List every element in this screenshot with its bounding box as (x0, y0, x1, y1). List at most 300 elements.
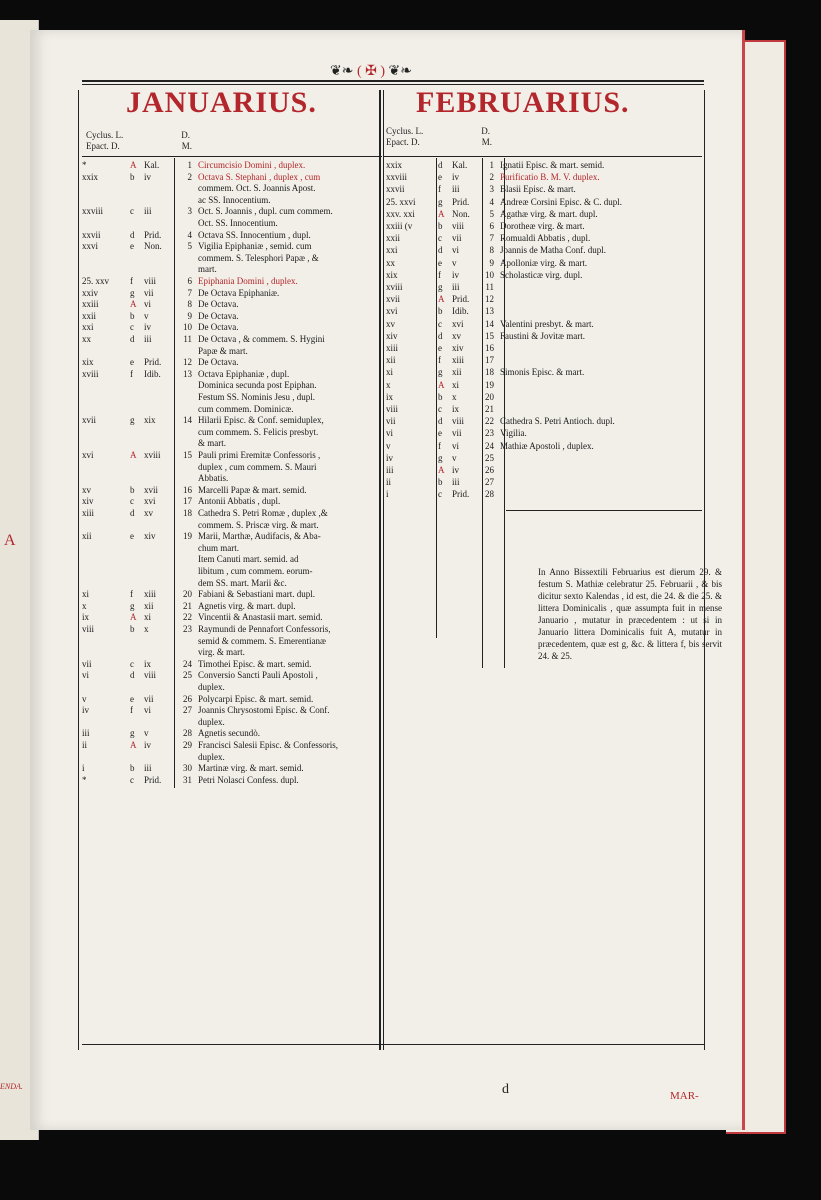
feb-kalend: iv (452, 172, 460, 183)
jan-cyclus: xviii (82, 368, 99, 379)
jan-cyclus: xxix (82, 171, 99, 182)
feb-day-number: 27 (485, 477, 494, 488)
feb-cyclus: xxii (386, 233, 401, 244)
feb-cyclus: xvi (386, 306, 398, 317)
jan-day-number: 3 (187, 206, 192, 217)
jan-kalend: x (144, 624, 149, 634)
jan-kalend: xiii (144, 589, 157, 600)
top-rule (82, 80, 704, 82)
jan-feast: Fabiani & Sebastiani mart. dupl. (198, 589, 315, 600)
jan-feast: Festum SS. Nominis Jesu , dupl. (198, 392, 316, 402)
jan-dominical-letter: A (130, 612, 137, 623)
feb-day-number: 7 (489, 233, 494, 244)
feb-feast: Valentini presbyt. & mart. (500, 318, 594, 329)
jan-feast: commem. Oct. S. Joannis Apost. (198, 183, 316, 194)
jan-header-rule (82, 156, 382, 157)
jan-cyclus: xxviii (82, 206, 104, 217)
feb-dominical-letter: c (438, 233, 442, 244)
jan-cyclus: xx (82, 334, 91, 344)
feb-cyclus: xix (386, 269, 398, 280)
jan-day-number: 11 (183, 334, 192, 344)
jan-day-number: 30 (183, 763, 192, 774)
feb-kalend: iii (452, 477, 460, 488)
feb-dominical-letter: e (438, 257, 442, 268)
jan-day-number: 13 (183, 368, 192, 379)
jan-feast: Vincentii & Anastasii mart. semid. (198, 612, 323, 623)
feb-kalend: xi (452, 379, 460, 390)
jan-dominical-letter: e (130, 357, 134, 368)
jan-dominical-letter: d (130, 229, 135, 240)
jan-cyclus: vi (82, 670, 90, 681)
jan-feast: De Octava Epiphaniæ. (198, 287, 280, 298)
feb-kalend: Kal. (452, 160, 468, 170)
jan-feast: duplex. (198, 751, 225, 762)
jan-day-number: 2 (187, 171, 192, 182)
feb-day-number: 25 (485, 452, 494, 463)
jan-feast: cum commem. Dominicæ. (198, 403, 294, 414)
jan-cyclus: xxii (82, 310, 97, 321)
jan-day-number: 25 (183, 670, 192, 681)
jan-dominical-letter: c (130, 496, 134, 507)
jan-dominical-letter: b (130, 171, 135, 182)
feb-day-number: 26 (485, 465, 494, 475)
jan-cyclus: * (82, 774, 87, 785)
jan-header-d: D. (181, 130, 190, 140)
jan-feast: commem. S. Priscæ virg. & mart. (198, 519, 319, 530)
jan-feast: virg. & mart. (198, 647, 245, 658)
feb-day-number: 12 (485, 294, 494, 305)
jan-kalend: xiv (144, 531, 156, 542)
jan-feast: Timothei Episc. & mart. semid. (198, 658, 312, 669)
feb-kalend: iii (452, 282, 460, 292)
jan-feast: Pauli primi Eremitæ Confessoris , (198, 450, 321, 460)
jan-feast: chum mart. (198, 542, 239, 553)
jan-kalend: vi (144, 299, 152, 310)
jan-cyclus: xii (82, 531, 92, 542)
feb-feast: Purificatio B. M. V. duplex. (500, 172, 600, 183)
jan-day-number: 9 (187, 310, 192, 321)
feb-day-number: 19 (485, 379, 494, 390)
leap-year-note: In Anno Bissextili Februarius est dierum 29. & festum S. Mathiæ celebratur 25. Februarii , & bis dicitur sexto Kalendas , id est, die 24. & die 25. & littera Dominicalis , quæ assumpta fuit in mense Januario , mutatur in præcedentem : ut si in Januario littera Dominicalis fuit A, mutatur in præcedentem, quæ est g, &c. & littera f, bis servit 24. & 25. (538, 567, 722, 661)
feb-dominical-letter: c (438, 404, 442, 414)
feb-kalend: viii (452, 416, 465, 427)
jan-feast: Joannis Chrysostomi Episc. & Conf. (198, 705, 330, 716)
feb-cyclus: xx (386, 257, 395, 268)
feb-kalend: xiii (452, 355, 465, 366)
jan-kalend: iii (144, 763, 152, 774)
feb-kalend: iii (452, 184, 460, 195)
jan-day-number: 24 (183, 658, 192, 669)
ornament-left-icon: ❦❧ (330, 64, 354, 79)
feb-feast: Ignatii Episc. & mart. semid. (500, 160, 605, 170)
jan-day-number: 17 (183, 496, 192, 507)
jan-feast: Marcelli Papæ & mart. semid. (198, 484, 307, 495)
jan-feast: dem SS. mart. Marii &c. (198, 577, 287, 588)
feb-day-number: 11 (485, 282, 494, 292)
feb-cyclus: xxi (386, 245, 398, 256)
jan-feast: ac SS. Innocentium. (198, 194, 271, 205)
jan-kalend: Prid. (144, 357, 162, 368)
jan-cyclus: v (82, 693, 87, 704)
jan-dominical-letter: b (130, 310, 135, 321)
feb-cyclus: vi (386, 428, 394, 439)
jan-cyclus: xix (82, 357, 94, 368)
jan-kalend: viii (144, 670, 157, 681)
feb-dominical-letter: e (438, 172, 442, 183)
jan-day-number: 28 (183, 728, 192, 739)
feb-day-number: 1 (489, 160, 494, 170)
jan-cyclus: xxiii (82, 299, 99, 310)
jan-day-number: 8 (187, 299, 192, 310)
jan-feast: Octava S. Stephani , duplex , cum (198, 171, 321, 182)
feb-feast: Vigilia. (500, 428, 527, 439)
jan-feast: Abbatis. (198, 473, 229, 484)
feb-cyclus: xv (386, 318, 395, 329)
jan-dominical-letter: e (130, 531, 134, 542)
feb-kalend: viii (452, 221, 465, 231)
jan-feast: semid & commem. S. Emerentianæ (198, 635, 326, 646)
jan-feast: duplex , cum commem. S. Mauri (198, 461, 317, 472)
jan-feast: Polycarpi Episc. & mart. semid. (198, 693, 314, 704)
jan-feast: De Octava , & commem. S. Hygini (198, 334, 325, 344)
left-page-fragment: A (4, 532, 16, 549)
jan-kalend: xviii (144, 450, 161, 460)
jan-cyclus: xxi (82, 322, 94, 333)
jan-day-number: 15 (183, 450, 192, 460)
jan-dominical-letter: c (130, 774, 134, 785)
left-border (78, 90, 79, 1050)
jan-dominical-letter: g (130, 415, 135, 426)
left-page-footer: ENDA. (0, 1082, 23, 1091)
feb-header-m: M. (481, 137, 493, 147)
jan-header-m: M. (181, 141, 193, 151)
jan-dominical-letter: g (130, 287, 135, 298)
jan-feast: Octava Epiphaniæ , dupl. (198, 368, 290, 379)
feb-cyclus: xxv. xxi (386, 208, 415, 219)
feb-cyclus: viii (386, 404, 399, 414)
jan-feast: cum commem. S. Felicis presbyt. (198, 426, 319, 437)
feb-kalend: vii (452, 428, 462, 439)
feb-dominical-letter: e (438, 428, 442, 439)
jan-dominical-letter: f (130, 276, 133, 286)
jan-dominical-letter: A (130, 160, 137, 170)
feb-header-rule (384, 156, 702, 157)
jan-feast: Raymundi de Pennafort Confessoris, (198, 624, 331, 634)
feb-dominical-letter: d (438, 160, 443, 170)
jan-cyclus: viii (82, 624, 95, 634)
jan-day-number: 4 (187, 229, 192, 240)
feb-kalend: vii (452, 233, 462, 244)
feb-day-number: 22 (485, 416, 494, 427)
feb-day-number: 18 (485, 367, 494, 378)
jan-feast: & mart. (198, 438, 226, 449)
feb-kalend: iv (452, 465, 460, 475)
center-rule-b (383, 90, 384, 1050)
jan-feast: Conversio Sancti Pauli Apostoli , (198, 670, 318, 681)
jan-kalend: vi (144, 705, 152, 716)
jan-feast: De Octava. (198, 310, 239, 321)
jan-kalend: iv (144, 322, 152, 333)
feb-dominical-letter: g (438, 196, 443, 207)
january-header (86, 130, 192, 152)
jan-dominical-letter: b (130, 624, 135, 634)
jan-dominical-letter: c (130, 206, 134, 217)
feb-cyclus: xi (386, 367, 394, 378)
feb-cyclus: xiii (386, 343, 399, 353)
feb-day-number: 15 (485, 330, 494, 341)
jan-feast: Oct. SS. Innocentium. (198, 218, 278, 228)
jan-dominical-letter: e (130, 693, 134, 704)
jan-cyclus: ii (82, 740, 88, 750)
jan-feast: mart. (198, 264, 217, 275)
feb-dominical-letter: b (438, 391, 443, 402)
jan-cyclus: vii (82, 658, 92, 669)
feb-day-number: 2 (489, 172, 494, 183)
jan-day-number: 23 (183, 624, 192, 634)
jan-cyclus: iii (82, 728, 90, 739)
january-table (82, 160, 378, 800)
feb-dominical-letter: A (438, 208, 445, 219)
jan-feast: Papæ & mart. (198, 345, 248, 356)
jan-feast: Cathedra S. Petri Romæ , duplex ,& (198, 508, 328, 518)
jan-dominical-letter: d (130, 670, 135, 681)
jan-cyclus: ix (82, 612, 90, 623)
jan-dominical-letter: b (130, 484, 135, 495)
signature-mark: d (502, 1082, 509, 1097)
feb-header-d: D. (481, 126, 490, 136)
feb-cyclus: iv (386, 452, 394, 463)
jan-day-number: 26 (183, 693, 192, 704)
feb-cyclus: v (386, 440, 391, 451)
feb-dominical-letter: b (438, 477, 443, 488)
jan-dominical-letter: c (130, 658, 134, 669)
jan-cyclus: xxvii (82, 229, 101, 240)
feb-kalend: xiv (452, 343, 464, 353)
feb-feast: Apolloniæ virg. & mart. (500, 257, 588, 268)
jan-kalend: Idib. (144, 368, 161, 379)
bottom-rule (82, 1044, 704, 1045)
jan-cyclus: xv (82, 484, 91, 495)
jan-cyclus: * (82, 160, 87, 170)
jan-day-number: 12 (183, 357, 192, 368)
feb-cyclus: xiv (386, 330, 398, 341)
feb-kalend: v (452, 257, 457, 268)
jan-day-number: 10 (183, 322, 192, 333)
feb-cyclus: xxiii (v (386, 221, 413, 231)
jan-kalend: viii (144, 276, 157, 286)
jan-kalend: Kal. (144, 160, 160, 170)
jan-feast: Circumcisio Domini , duplex. (198, 160, 306, 170)
jan-day-number: 29 (183, 740, 192, 750)
feb-dominical-letter: b (438, 221, 443, 231)
jan-dominical-letter: b (130, 763, 135, 774)
feb-kalend: xvi (452, 318, 464, 329)
feb-day-number: 28 (485, 489, 494, 500)
jan-day-number: 27 (183, 705, 192, 716)
jan-cyclus: xvii (82, 415, 97, 426)
feb-dominical-letter: g (438, 452, 443, 463)
feb-kalend: Idib. (452, 306, 469, 317)
calendar-page (30, 30, 745, 1130)
jan-dominical-letter: A (130, 740, 137, 750)
jan-cyclus: iv (82, 705, 90, 716)
feb-dominical-letter: f (438, 184, 441, 195)
feb-cyclus: i (386, 489, 389, 500)
jan-dominical-letter: f (130, 368, 133, 379)
feb-feast: Agathæ virg. & mart. dupl. (500, 208, 598, 219)
jan-kalend: iv (144, 171, 152, 182)
jan-kalend: xvi (144, 496, 156, 507)
feb-cyclus: ix (386, 391, 394, 402)
feb-kalend: Non. (452, 208, 470, 219)
feb-dominical-letter: g (438, 282, 443, 292)
jan-kalend: xii (144, 600, 154, 611)
jan-dominical-letter: f (130, 705, 133, 716)
jan-dominical-letter: g (130, 600, 135, 611)
jan-feast: Agnetis virg. & mart. dupl. (198, 600, 296, 611)
catchword: MAR- (670, 1090, 699, 1102)
jan-feast: Vigilia Epiphaniæ , semid. cum (198, 241, 312, 252)
jan-feast: De Octava. (198, 322, 239, 333)
jan-kalend: ix (144, 658, 152, 669)
jan-dominical-letter: e (130, 241, 134, 252)
header-ornament (330, 63, 412, 80)
jan-feast: Epiphania Domini , duplex. (198, 276, 298, 286)
feb-kalend: iv (452, 269, 460, 280)
jan-kalend: iv (144, 740, 152, 750)
feb-dominical-letter: d (438, 330, 443, 341)
feb-feast: Dorotheæ virg. & mart. (500, 221, 585, 231)
feb-day-number: 16 (485, 343, 494, 353)
center-rule-a (379, 90, 381, 1050)
jan-dominical-letter: d (130, 508, 135, 518)
feb-cyclus: xxvii (386, 184, 405, 195)
feb-dominical-letter: A (438, 379, 445, 390)
jan-day-number: 5 (187, 241, 192, 252)
jan-cyclus: i (82, 763, 85, 774)
feb-cyclus: iii (386, 465, 394, 475)
jan-day-number: 22 (183, 612, 192, 623)
feb-feast: Andreæ Corsini Episc. & C. dupl. (500, 196, 622, 207)
jan-day-number: 18 (183, 508, 192, 518)
jan-cyclus: x (82, 600, 87, 611)
feb-dominical-letter: d (438, 416, 443, 427)
jan-feast: Agnetis secundò. (198, 728, 260, 739)
feb-dominical-letter: c (438, 489, 442, 500)
feb-feast: Scholasticæ virg. dupl. (500, 269, 583, 280)
jan-day-number: 7 (187, 287, 192, 298)
february-title: FEBRUARIUS. (416, 86, 630, 119)
feb-kalend: Prid. (452, 196, 470, 207)
top-rule-thin (82, 84, 704, 85)
cross-icon: ( ✠ ) (356, 64, 386, 79)
feb-day-number: 4 (489, 196, 494, 207)
jan-kalend: Prid. (144, 774, 162, 785)
feb-dominical-letter: A (438, 465, 445, 475)
jan-day-number: 21 (183, 600, 192, 611)
jan-day-number: 14 (183, 415, 192, 426)
jan-day-number: 6 (187, 276, 192, 286)
feb-day-number: 5 (489, 208, 494, 219)
jan-kalend: v (144, 310, 149, 321)
feb-day-number: 10 (485, 269, 494, 280)
jan-kalend: v (144, 728, 149, 739)
jan-dominical-letter: A (130, 299, 137, 310)
jan-cyclus: 25. xxv (82, 276, 109, 286)
jan-dominical-letter: g (130, 728, 135, 739)
feb-cyclus: ii (386, 477, 392, 488)
feb-feast: Cathedra S. Petri Antioch. dupl. (500, 416, 615, 427)
feb-day-number: 6 (489, 221, 494, 231)
jan-day-number: 20 (183, 589, 192, 600)
feb-feast: Blasii Episc. & mart. (500, 184, 576, 195)
jan-feast: Dominica secunda post Epiphan. (198, 380, 317, 391)
feb-kalend: x (452, 391, 457, 402)
february-header (386, 126, 492, 148)
jan-feast: Marii, Marthæ, Audifacis, & Aba- (198, 531, 321, 542)
jan-kalend: xix (144, 415, 156, 426)
january-title: JANUARIUS. (126, 86, 317, 119)
feb-kalend: vi (452, 245, 460, 256)
jan-cyclus: xxvi (82, 241, 99, 252)
feb-kalend: v (452, 452, 457, 463)
feb-day-number: 9 (489, 257, 494, 268)
feb-day-number: 21 (485, 404, 494, 414)
jan-feast: libitum , cum commem. eorum- (198, 566, 313, 576)
feb-dominical-letter: e (438, 343, 442, 353)
feb-dominical-letter: f (438, 440, 441, 451)
feb-dominical-letter: b (438, 306, 443, 317)
feb-cyclus: xxix (386, 160, 403, 170)
jan-feast: Martinæ virg. & mart. semid. (198, 763, 304, 774)
feb-header-epact: Epact. D. (386, 137, 420, 147)
feb-day-number: 20 (485, 391, 494, 402)
feb-kalend: Prid. (452, 489, 470, 500)
jan-dominical-letter: A (130, 450, 137, 460)
feb-feast: Romualdi Abbatis , dupl. (500, 233, 591, 244)
feb-cyclus: xvii (386, 294, 401, 305)
feb-cyclus: vii (386, 416, 396, 427)
feb-cyclus: 25. xxvi (386, 196, 416, 207)
feb-day-number: 3 (489, 184, 494, 195)
jan-kalend: vii (144, 693, 154, 704)
feb-cyclus: xviii (386, 282, 403, 292)
jan-feast: De Octava. (198, 357, 239, 368)
jan-feast: Antonii Abbatis , dupl. (198, 496, 281, 507)
feb-dominical-letter: A (438, 294, 445, 305)
jan-feast: commem. S. Telesphori Papæ , & (198, 252, 319, 263)
feb-day-number: 24 (485, 440, 494, 451)
jan-dominical-letter: c (130, 322, 134, 333)
feb-cyclus: xxviii (386, 172, 408, 183)
jan-day-number: 16 (183, 484, 192, 495)
feb-header-cyclus: Cyclus. L. (386, 126, 424, 136)
feb-day-number: 13 (485, 306, 494, 317)
feb-cyclus: x (386, 379, 391, 390)
feb-dominical-letter: f (438, 269, 441, 280)
jan-kalend: xv (144, 508, 153, 518)
feb-kalend: vi (452, 440, 460, 451)
feb-feast: Faustini & Jovitæ mart. (500, 330, 586, 341)
feb-day-number: 14 (485, 318, 494, 329)
feb-cyclus: xii (386, 355, 396, 366)
jan-feast: De Octava. (198, 299, 239, 310)
feb-feast: Simonis Episc. & mart. (500, 367, 585, 378)
february-table (386, 160, 702, 520)
feb-kalend: xii (452, 367, 462, 378)
jan-feast: Hilarii Episc. & Conf. semiduplex, (198, 415, 324, 426)
jan-header-cyclus: Cyclus. L. (86, 130, 124, 140)
